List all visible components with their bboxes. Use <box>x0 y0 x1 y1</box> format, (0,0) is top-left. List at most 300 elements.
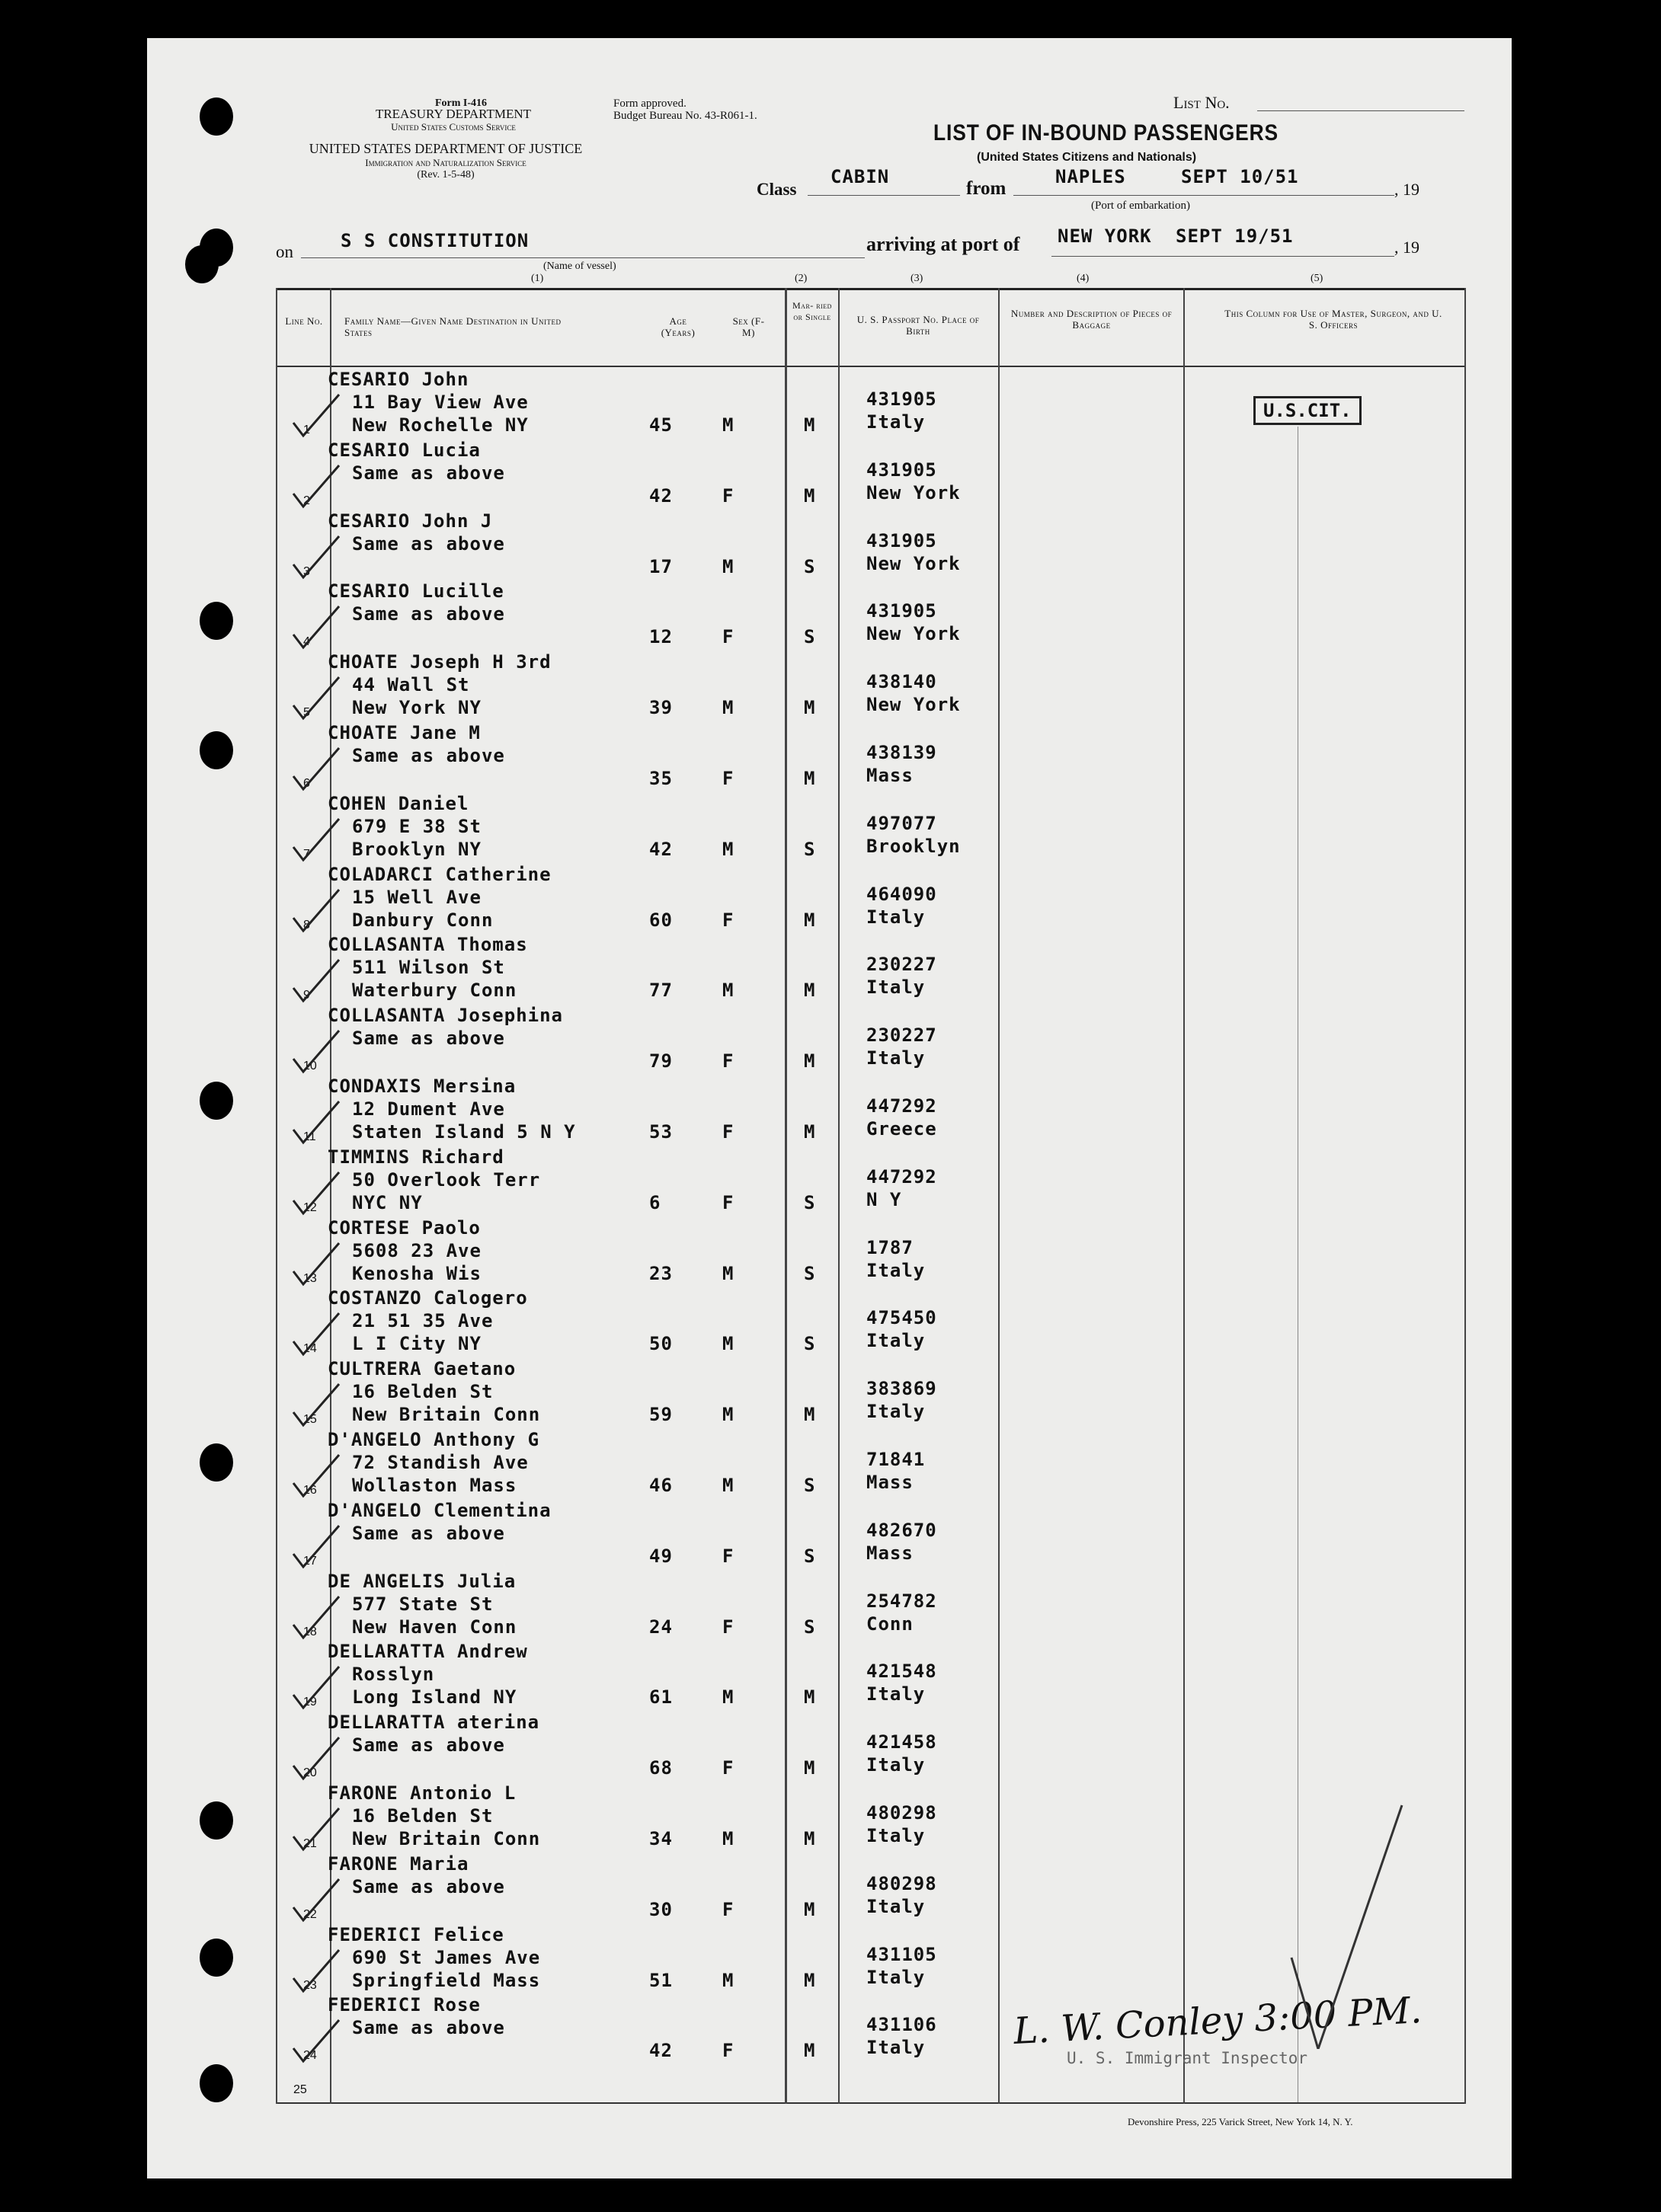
marital-cell: S <box>804 1191 816 1213</box>
passport-number: 475450 <box>866 1307 937 1329</box>
arrival-line <box>1051 256 1394 257</box>
checkmark-icon <box>290 954 343 1007</box>
sex-cell: M <box>722 1333 734 1355</box>
birthplace: Mass <box>866 1472 914 1493</box>
line-number: 13 <box>303 1271 317 1285</box>
checkmark-icon <box>290 671 343 724</box>
address-line-2: New Haven Conn <box>352 1616 517 1638</box>
marital-cell: M <box>804 1969 816 1991</box>
table-row <box>0 1286 1661 1357</box>
col-num-2: (2) <box>795 273 808 284</box>
line-number: 14 <box>303 1342 317 1356</box>
address-line-2: Wollaston Mass <box>352 1475 517 1496</box>
age-cell: 42 <box>649 484 673 507</box>
age-cell: 34 <box>649 1828 673 1849</box>
col-num-5: (5) <box>1311 273 1323 284</box>
port-embark-caption: (Port of embarkation) <box>1091 200 1190 212</box>
inspector-signature: L. W. Conley 3:00 PM. <box>1012 1989 1423 2053</box>
table-row <box>0 791 1661 862</box>
table-row <box>0 1710 1661 1781</box>
year-2: , 19 <box>1394 238 1419 257</box>
marital-cell: M <box>804 980 816 1002</box>
vessel-caption: (Name of vessel) <box>543 261 616 272</box>
checkmark-icon <box>290 1590 343 1644</box>
marital-cell: M <box>804 768 816 789</box>
address-line-2: New Britain Conn <box>352 1404 541 1426</box>
table-row <box>0 509 1661 580</box>
sex-cell: F <box>722 1757 734 1779</box>
passenger-name: CORTESE Paolo <box>328 1216 481 1239</box>
age-cell: 30 <box>649 1898 673 1920</box>
binder-hole <box>200 97 233 136</box>
line-number: 1 <box>303 424 310 436</box>
age-cell: 50 <box>649 1333 673 1355</box>
table-row <box>0 721 1661 791</box>
birthplace: Italy <box>866 1966 926 1988</box>
line-number: 19 <box>303 1696 317 1709</box>
passport-number: 431905 <box>866 529 937 551</box>
sex-cell: M <box>722 1262 734 1284</box>
vessel-line <box>301 257 865 258</box>
list-no-label: List No. <box>1173 93 1230 112</box>
sex-cell: F <box>722 626 734 648</box>
checkmark-icon <box>290 813 343 866</box>
age-cell: 79 <box>649 1050 673 1072</box>
address-line-1: 44 Wall St <box>352 674 470 696</box>
address-line-1: Rosslyn <box>352 1664 435 1686</box>
passport-number: 230227 <box>866 954 937 976</box>
table-row <box>0 579 1661 650</box>
address-line-1: Same as above <box>352 1734 505 1756</box>
header-name: Family Name—Given Name Destination in United States <box>344 315 562 338</box>
birthplace: Italy <box>866 1259 926 1281</box>
checkmark-icon <box>290 1873 343 1926</box>
table-row <box>0 1639 1661 1710</box>
address-line-2: Brooklyn NY <box>352 838 482 860</box>
table-row <box>0 1569 1661 1640</box>
age-cell: 61 <box>649 1686 673 1709</box>
passport-number: 431106 <box>866 2014 937 2036</box>
address-line-1: Same as above <box>352 603 505 625</box>
address-line-1: 5608 23 Ave <box>352 1239 482 1261</box>
on-label: on <box>276 242 293 261</box>
header-baggage: Number and Description of Pieces of Baggage <box>1010 308 1173 331</box>
birthplace: Italy <box>866 1047 926 1069</box>
sex-cell: M <box>722 1404 734 1426</box>
list-no-line <box>1257 110 1464 111</box>
sex-cell: F <box>722 768 734 789</box>
passenger-name: FEDERICI Rose <box>328 1994 481 2016</box>
address-line-1: 12 Dument Ave <box>352 1098 505 1120</box>
age-cell: 42 <box>649 838 673 860</box>
passport-number: 1787 <box>866 1236 914 1258</box>
sex-cell: F <box>722 909 734 931</box>
passenger-name: COHEN Daniel <box>328 792 469 814</box>
sex-cell: M <box>722 1475 734 1496</box>
marital-cell: S <box>804 1262 816 1284</box>
age-cell: 60 <box>649 909 673 931</box>
marital-cell: M <box>804 1050 816 1072</box>
line-number: 17 <box>303 1554 317 1568</box>
passport-number: 447292 <box>866 1165 937 1188</box>
checkmark-icon <box>290 388 343 442</box>
checkmark-icon <box>290 530 343 583</box>
age-cell: 24 <box>649 1616 673 1638</box>
passenger-name: CONDAXIS Mersina <box>328 1076 517 1097</box>
passenger-name: COLLASANTA Josephina <box>328 1005 563 1027</box>
from-value: NAPLES <box>1055 166 1126 187</box>
passenger-name: CHOATE Jane M <box>328 722 481 743</box>
address-line-2: L I City NY <box>352 1333 482 1355</box>
passport-number: 438139 <box>866 742 937 763</box>
marital-cell: M <box>804 1404 816 1426</box>
table-row <box>0 1145 1661 1216</box>
birthplace: Italy <box>866 411 926 433</box>
col-num-4: (4) <box>1077 273 1090 284</box>
sex-cell: M <box>722 1686 734 1709</box>
passenger-name: CESARIO Lucille <box>328 580 504 603</box>
table-row <box>0 1357 1661 1427</box>
passenger-name: CESARIO Lucia <box>328 439 481 461</box>
year-1: , 19 <box>1394 180 1419 199</box>
line-number: 23 <box>303 1978 317 1992</box>
age-cell: 17 <box>649 555 673 577</box>
from-label: from <box>966 178 1007 199</box>
marital-cell: S <box>804 1333 816 1355</box>
sex-cell: M <box>722 697 734 719</box>
arrival-port: NEW YORK <box>1058 225 1152 247</box>
address-line-1: Same as above <box>352 1522 505 1544</box>
line-number: 16 <box>303 1484 317 1497</box>
line-number: 2 <box>303 494 310 507</box>
table-row <box>0 1216 1661 1287</box>
table-row <box>0 862 1661 933</box>
checkmark-icon <box>290 1307 343 1360</box>
passenger-name: FARONE Antonio L <box>328 1782 517 1804</box>
address-line-2: Kenosha Wis <box>352 1262 482 1284</box>
birthplace: New York <box>866 481 961 503</box>
table-top-border <box>276 288 1464 290</box>
marital-cell: S <box>804 1616 816 1638</box>
marital-cell: M <box>804 1121 816 1143</box>
marital-cell: M <box>804 1828 816 1849</box>
marital-cell: M <box>804 1686 816 1709</box>
age-cell: 23 <box>649 1262 673 1284</box>
table-row <box>0 932 1661 1003</box>
address-line-1: 50 Overlook Terr <box>352 1168 541 1191</box>
checkmark-icon <box>290 1024 343 1078</box>
header-passport: U. S. Passport No. Place of Birth <box>856 314 980 337</box>
line-number: 8 <box>303 918 310 932</box>
passport-number: 421458 <box>866 1731 937 1753</box>
line-number: 11 <box>303 1130 316 1143</box>
passenger-name: COLLASANTA Thomas <box>328 934 528 956</box>
passenger-name: FEDERICI Felice <box>328 1923 504 1945</box>
table-row <box>0 650 1661 721</box>
address-line-1: 690 St James Ave <box>352 1946 541 1968</box>
marital-cell: M <box>804 697 816 719</box>
line-number: 9 <box>303 989 310 1002</box>
checkmark-icon <box>290 1449 343 1502</box>
passenger-name: CESARIO John <box>328 369 469 390</box>
passenger-name: DELLARATTA aterina <box>328 1712 540 1734</box>
age-cell: 46 <box>649 1475 673 1496</box>
age-cell: 51 <box>649 1969 673 1991</box>
checkmark-icon <box>290 1378 343 1431</box>
age-cell: 6 <box>649 1191 661 1213</box>
form-subtitle: (United States Citizens and Nationals) <box>977 151 1197 164</box>
passport-number: 431905 <box>866 388 937 410</box>
birthplace: Mass <box>866 1542 914 1564</box>
marital-cell: M <box>804 414 816 436</box>
sex-cell: F <box>722 1121 734 1143</box>
address-line-1: 11 Bay View Ave <box>352 392 529 413</box>
address-line-2: Springfield Mass <box>352 1969 541 1991</box>
age-cell: 12 <box>649 626 673 648</box>
line-number: 6 <box>303 777 310 790</box>
sex-cell: M <box>722 1828 734 1849</box>
address-line-2: Staten Island 5 N Y <box>352 1121 576 1143</box>
birthplace: Italy <box>866 1330 926 1352</box>
marital-cell: M <box>804 1757 816 1779</box>
age-cell: 53 <box>649 1121 673 1143</box>
checkmark-icon <box>290 459 343 513</box>
line-number: 20 <box>303 1766 317 1780</box>
sex-cell: F <box>722 484 734 507</box>
address-line-2: New Rochelle NY <box>352 414 529 436</box>
line-number: 22 <box>303 1907 317 1921</box>
binder-hole <box>200 2064 233 2102</box>
marital-cell: S <box>804 626 816 648</box>
marital-cell: S <box>804 1475 816 1496</box>
class-value: CABIN <box>830 166 890 187</box>
passenger-name: CULTRERA Gaetano <box>328 1358 517 1380</box>
sex-cell: F <box>722 2040 734 2062</box>
sex-cell: F <box>722 1191 734 1213</box>
printer-imprint: Devonshire Press, 225 Varick Street, New York 14, N. Y. <box>1128 2116 1353 2127</box>
birthplace: Brooklyn <box>866 835 961 857</box>
passenger-name: FARONE Maria <box>328 1852 469 1875</box>
vessel-name: S S CONSTITUTION <box>341 230 530 251</box>
address-line-2: Long Island NY <box>352 1686 517 1709</box>
address-line-1: Same as above <box>352 532 505 555</box>
line-number: 24 <box>303 2049 317 2063</box>
passport-number: 480298 <box>866 1872 937 1894</box>
passport-number: 71841 <box>866 1449 926 1470</box>
line-number: 21 <box>303 1837 317 1850</box>
line-number: 5 <box>303 706 310 720</box>
passport-number: 438140 <box>866 671 937 693</box>
address-line-1: Same as above <box>352 745 505 766</box>
line-number-25: 25 <box>293 2083 307 2096</box>
birthplace: N Y <box>866 1188 902 1210</box>
us-citizen-stamp: U.S.CIT. <box>1253 396 1362 425</box>
passport-number: 497077 <box>866 812 937 834</box>
address-line-1: Same as above <box>352 2017 505 2039</box>
address-line-2: NYC NY <box>352 1191 423 1213</box>
address-line-2: New York NY <box>352 697 482 719</box>
birthplace: Italy <box>866 1683 926 1705</box>
sex-cell: M <box>722 838 734 860</box>
form-number: Form I-416 <box>434 97 488 109</box>
table-row <box>0 1003 1661 1074</box>
table-row <box>0 1498 1661 1569</box>
address-line-1: 21 51 35 Ave <box>352 1310 494 1332</box>
birthplace: Italy <box>866 1895 926 1917</box>
line-number: 15 <box>303 1413 317 1427</box>
line-number: 18 <box>303 1625 317 1638</box>
address-line-1: Same as above <box>352 1028 505 1050</box>
passport-number: 447292 <box>866 1095 937 1117</box>
checkmark-icon <box>290 2014 343 2067</box>
passenger-name: COLADARCI Catherine <box>328 863 552 885</box>
address-line-1: Same as above <box>352 462 505 484</box>
address-line-2: Danbury Conn <box>352 909 494 931</box>
form-approved: Form approved. <box>613 97 686 110</box>
sex-cell: M <box>722 1969 734 1991</box>
from-line <box>1013 195 1394 196</box>
line-number: 3 <box>303 564 310 578</box>
marital-cell: M <box>804 2040 816 2062</box>
col-num-3: (3) <box>911 273 923 284</box>
table-row <box>0 1074 1661 1145</box>
age-cell: 68 <box>649 1757 673 1779</box>
header-age: Age (Years) <box>661 315 696 338</box>
class-line <box>808 195 960 196</box>
header-officers: This Column for Use of Master, Surgeon, and U. S. Officers <box>1224 308 1442 331</box>
marital-cell: S <box>804 838 816 860</box>
birthplace: Conn <box>866 1613 914 1635</box>
birthplace: Italy <box>866 1754 926 1776</box>
birthplace: Italy <box>866 977 926 999</box>
checkmark-icon <box>290 1095 343 1149</box>
age-cell: 39 <box>649 697 673 719</box>
address-line-1: 577 State St <box>352 1593 494 1615</box>
birthplace: Italy <box>866 2037 926 2059</box>
passport-number: 254782 <box>866 1590 937 1612</box>
col-num-1: (1) <box>531 273 544 284</box>
checkmark-icon <box>290 1166 343 1219</box>
line-number: 12 <box>303 1200 317 1214</box>
passenger-name: COSTANZO Calogero <box>328 1287 528 1309</box>
passenger-name: TIMMINS Richard <box>328 1146 504 1168</box>
age-cell: 35 <box>649 768 673 789</box>
sex-cell: F <box>722 1898 734 1920</box>
age-cell: 49 <box>649 1545 673 1567</box>
birthplace: Greece <box>866 1118 937 1140</box>
header-line-no: Line No. <box>285 315 323 327</box>
passenger-name: D'ANGELO Clementina <box>328 1499 552 1521</box>
marital-cell: S <box>804 555 816 577</box>
address-line-1: 679 E 38 St <box>352 815 482 837</box>
passenger-name: CESARIO John J <box>328 510 493 532</box>
line-number: 7 <box>303 847 310 861</box>
address-line-1: 511 Wilson St <box>352 957 505 979</box>
passenger-name: D'ANGELO Anthony G <box>328 1429 540 1450</box>
age-cell: 45 <box>649 414 673 436</box>
address-line-1: 16 Belden St <box>352 1805 494 1827</box>
passenger-name: CHOATE Joseph H 3rd <box>328 651 552 673</box>
age-cell: 77 <box>649 980 673 1002</box>
passport-number: 431905 <box>866 459 937 481</box>
passport-number: 421548 <box>866 1661 937 1683</box>
passenger-name: DE ANGELIS Julia <box>328 1570 517 1592</box>
birthplace: Mass <box>866 765 914 786</box>
justice-dept: UNITED STATES DEPARTMENT OF JUSTICE <box>309 141 583 156</box>
checkmark-icon <box>290 1944 343 1997</box>
passport-number: 230227 <box>866 1024 937 1047</box>
line-number: 4 <box>303 635 310 649</box>
age-cell: 59 <box>649 1404 673 1426</box>
age-cell: 42 <box>649 2040 673 2062</box>
birthplace: New York <box>866 694 961 716</box>
sex-cell: F <box>722 1050 734 1072</box>
customs-service: United States Customs Service <box>391 121 516 133</box>
sex-cell: F <box>722 1616 734 1638</box>
inspector-stamp: U. S. Immigrant Inspector <box>1067 2049 1308 2067</box>
revision: (Rev. 1-5-48) <box>417 169 475 181</box>
checkmark-icon <box>290 742 343 795</box>
address-line-1: 16 Belden St <box>352 1381 494 1403</box>
sex-cell: F <box>722 1545 734 1567</box>
checkmark-icon <box>290 600 343 654</box>
marital-cell: S <box>804 1545 816 1567</box>
birthplace: New York <box>866 552 961 574</box>
checkmark-icon <box>290 1802 343 1856</box>
checkmark-icon <box>290 1661 343 1714</box>
checkmark-icon <box>290 1731 343 1785</box>
line-number: 10 <box>303 1060 317 1073</box>
address-line-2: New Britain Conn <box>352 1828 541 1849</box>
marital-cell: M <box>804 484 816 507</box>
ins-label: Immigration and Naturalization Service <box>365 157 526 168</box>
table-row <box>0 438 1661 509</box>
treasury-dept: TREASURY DEPARTMENT <box>375 107 532 121</box>
header-married: Mar- ried or Single <box>792 300 832 322</box>
sex-cell: M <box>722 555 734 577</box>
sex-cell: M <box>722 980 734 1002</box>
table-row <box>0 367 1661 438</box>
address-line-2: Waterbury Conn <box>352 980 517 1002</box>
class-label: Class <box>757 180 797 199</box>
checkmark-icon <box>290 1237 343 1290</box>
birthplace: Italy <box>866 906 926 928</box>
from-date: SEPT 10/51 <box>1181 166 1299 187</box>
budget-bureau: Budget Bureau No. 43-R061-1. <box>613 110 757 122</box>
address-line-1: Same as above <box>352 1875 505 1897</box>
arrival-date: SEPT 19/51 <box>1176 225 1294 247</box>
inspector-checkmark <box>1288 1798 1417 2049</box>
passport-number: 464090 <box>866 883 937 905</box>
table-bottom-border <box>276 2102 1464 2104</box>
form-title: LIST OF IN-BOUND PASSENGERS <box>933 120 1279 145</box>
sex-cell: M <box>722 414 734 436</box>
marital-cell: M <box>804 1898 816 1920</box>
passport-number: 383869 <box>866 1378 937 1400</box>
birthplace: New York <box>866 623 961 645</box>
passport-number: 431105 <box>866 1943 937 1965</box>
address-line-1: 15 Well Ave <box>352 886 482 908</box>
header-sex: Sex (F-M) <box>732 315 765 338</box>
arriving-label: arriving at port of <box>866 233 1020 255</box>
binder-hole <box>185 245 219 283</box>
passport-number: 482670 <box>866 1519 937 1541</box>
birthplace: Italy <box>866 1825 926 1846</box>
birthplace: Italy <box>866 1401 926 1423</box>
passenger-name: DELLARATTA Andrew <box>328 1641 528 1663</box>
passport-number: 431905 <box>866 600 937 622</box>
checkmark-icon <box>290 1520 343 1573</box>
